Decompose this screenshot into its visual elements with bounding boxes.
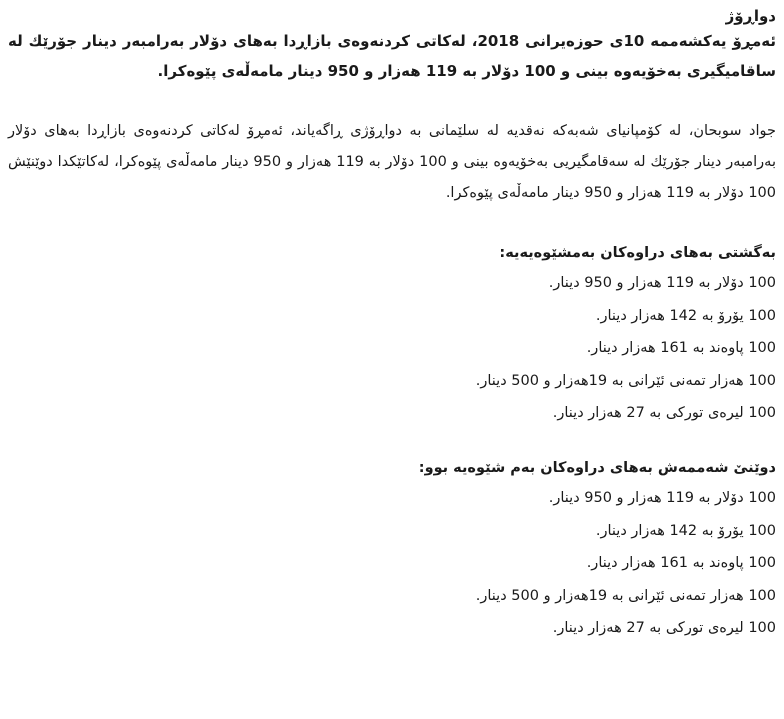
rate-irr: 100 هەزار تمەنی ئێرانی بە 19هەزار و 500 دینار. xyxy=(475,587,776,604)
rate-eur: 100 یۆرۆ بە 142 هەزار دینار. xyxy=(595,522,776,539)
rate-usd: 100 دۆلار بە 119 هەزار و 950 دینار. xyxy=(548,275,776,291)
article-body: جواد سوبحان، لە کۆمپانیای شەبەکە نەقدیە لە سلێمانی بە دواڕۆژی ڕاگەیاند، ئەمڕۆ لەکاتی کردنەوەی بازاڕدا بەهای دۆلار بەرامبەر دینار جۆرێك لە سەقامگیریی بەخۆیەوە بینی و 100 دۆلار بە 119 هەزار و 950 دینار مامەڵەی پێوەکرا، لەکاتێکدا دوێنێش 100 دۆلار بە 119 هەزار و 950 دینار مامەڵەی پێوەکرا. xyxy=(8,123,776,201)
yesterday-rates-title: دوێنێ شەممەش بەهای دراوەکان بەم شێوەیە بوو: xyxy=(418,459,776,476)
today-rates-section xyxy=(8,243,776,430)
yesterday-rates-list xyxy=(8,482,776,645)
article-headline: ئەمڕۆ یەکشەممە 10ی حوزەیرانی 2018، لەکاتی کردنەوەی بازاڕدا بەهای دۆلار بەرامبەر دینار جۆرێك لە ساقامیگیری بەخۆیەوە بینی و 100 دۆلار بە 119 هەزار و 950 دینار مامەڵەی پێوەکرا. xyxy=(8,32,776,80)
rate-try: 100 لیرەی تورکی بە 27 هەزار دینار. xyxy=(552,405,776,422)
source-label: دواڕۆژ xyxy=(725,7,776,25)
rate-try: 100 لیرەی تورکی بە 27 هەزار دینار. xyxy=(552,620,776,637)
today-rates-list xyxy=(8,267,776,430)
rate-irr: 100 هەزار تمەنی ئێرانی بە 19هەزار و 500 دینار. xyxy=(475,372,776,389)
rate-usd: 100 دۆلار بە 119 هەزار و 950 دینار. xyxy=(548,489,776,506)
rate-gbp: 100 پاوەند بە 161 هەزار دینار. xyxy=(586,555,776,572)
article xyxy=(8,0,776,645)
today-rates-title: بەگشتی بەهای دراوەکان بەمشێوەیەیە: xyxy=(499,245,776,261)
rate-eur: 100 یۆرۆ بە 142 هەزار دینار. xyxy=(595,307,776,324)
yesterday-rates-section xyxy=(8,458,776,645)
rate-gbp: 100 پاوەند بە 161 هەزار دینار. xyxy=(586,340,776,357)
